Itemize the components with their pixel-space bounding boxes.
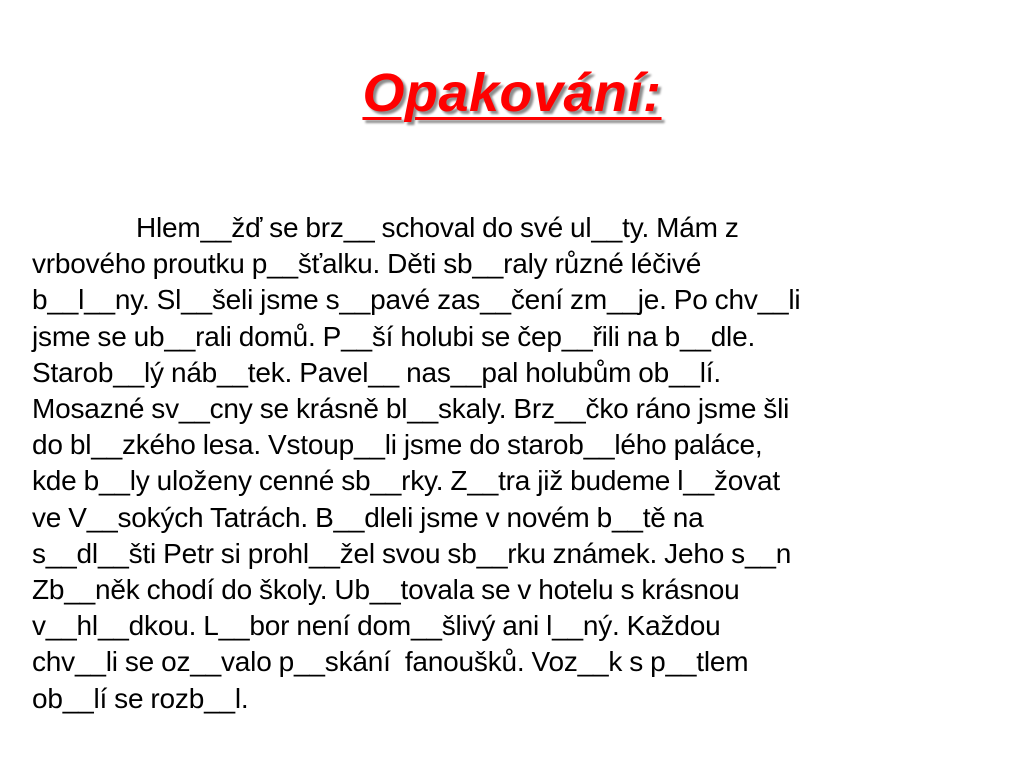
exercise-line: kde b__ly uloženy cenné sb__rky. Z__tra již budeme l__žovat: [32, 465, 780, 497]
exercise-line: chv__li se oz__valo p__skání fanoušků. Voz__k s p__tlem: [32, 646, 749, 678]
exercise-line: ve V__sokých Tatrách. B__dleli jsme v novém b__tě na: [32, 501, 704, 533]
exercise-line: jsme se ub__rali domů. P__ší holubi se čep__řili na b__dle.: [32, 320, 756, 352]
exercise-line: Hlem__žď se brz__ schoval do své ul__ty. Mám z: [136, 212, 739, 243]
exercise-line: do bl__zkého lesa. Vstoup__li jsme do starob__lého paláce,: [32, 429, 763, 461]
exercise-line: Starob__lý náb__tek. Pavel__ nas__pal holubům ob__lí.: [32, 356, 721, 388]
exercise-paragraph: [32, 210, 992, 717]
exercise-line: Mosazné sv__cny se krásně bl__skaly. Brz__čko ráno jsme šli: [32, 393, 790, 425]
slide-title: Opakování:: [362, 63, 662, 123]
exercise-line: ob__lí se rozb__l.: [32, 682, 249, 714]
exercise-line: s__dl__šti Petr si prohl__žel svou sb__rku známek. Jeho s__n: [32, 537, 792, 569]
exercise-line: b__l__ny. Sl__šeli jsme s__pavé zas__čení zm__je. Po chv__li: [32, 284, 801, 316]
exercise-line: v__hl__dkou. L__bor není dom__šlivý ani l__ný. Každou: [32, 610, 721, 642]
exercise-line: Zb__něk chodí do školy. Ub__tovala se v hotelu s krásnou: [32, 574, 740, 606]
exercise-line: vrbového proutku p__šťalku. Děti sb__raly různé léčivé: [32, 248, 702, 280]
